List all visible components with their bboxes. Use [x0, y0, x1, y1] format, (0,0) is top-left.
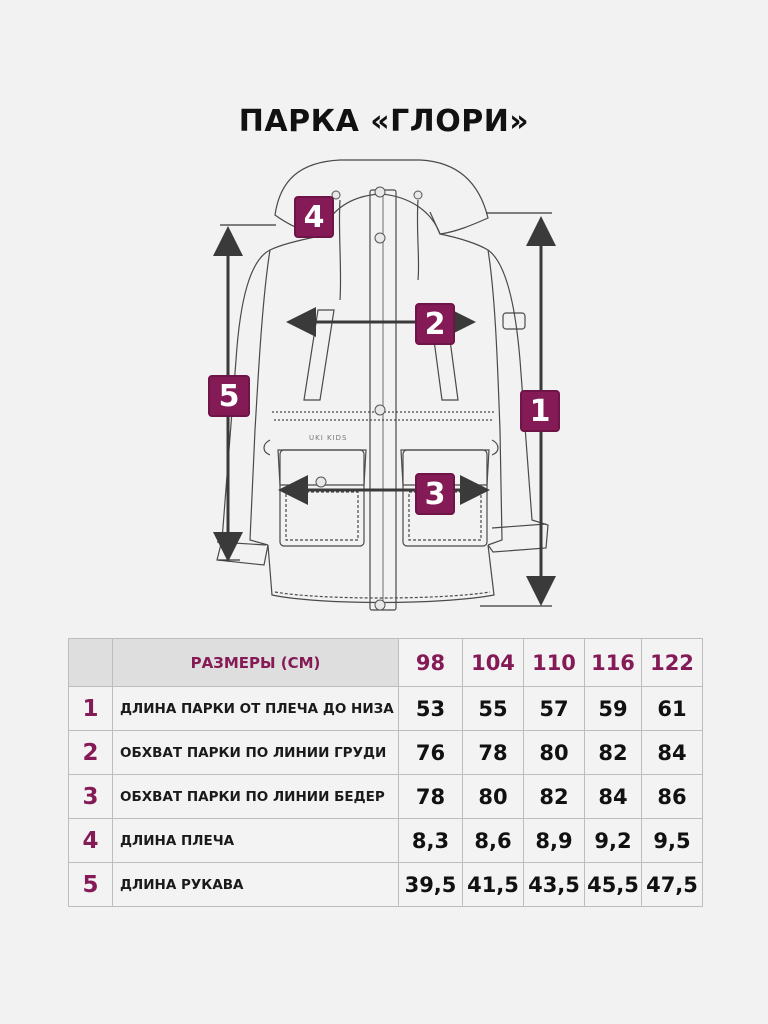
- row-number: 4: [69, 819, 113, 863]
- row-value: 41,5: [463, 863, 524, 907]
- table-row: [69, 775, 703, 819]
- row-value: 84: [585, 775, 642, 819]
- brand-label: UKI KIDS: [309, 434, 348, 442]
- row-value: 45,5: [585, 863, 642, 907]
- table-row: [69, 863, 703, 907]
- row-number: 1: [69, 687, 113, 731]
- row-value: 8,9: [524, 819, 585, 863]
- row-number: 2: [69, 731, 113, 775]
- row-label: ОБХВАТ ПАРКИ ПО ЛИНИИ ГРУДИ: [113, 731, 399, 775]
- row-value: 55: [463, 687, 524, 731]
- row-value: 82: [585, 731, 642, 775]
- row-value: 43,5: [524, 863, 585, 907]
- table-row: [69, 731, 703, 775]
- row-value: 47,5: [642, 863, 703, 907]
- size-table: [68, 638, 703, 907]
- row-number: 5: [69, 863, 113, 907]
- size-header: 98: [399, 639, 463, 687]
- row-value: 78: [399, 775, 463, 819]
- row-value: 9,2: [585, 819, 642, 863]
- table-row: [69, 687, 703, 731]
- row-label: ДЛИНА РУКАВА: [113, 863, 399, 907]
- size-header: 122: [642, 639, 703, 687]
- parka-sketch: [0, 150, 768, 620]
- row-value: 8,6: [463, 819, 524, 863]
- row-number: 3: [69, 775, 113, 819]
- parka-outline: [217, 160, 548, 610]
- sizes-header-label: РАЗМЕРЫ (СМ): [113, 639, 399, 687]
- size-table-header-row: [69, 639, 703, 687]
- row-value: 76: [399, 731, 463, 775]
- row-value: 57: [524, 687, 585, 731]
- row-label: ОБХВАТ ПАРКИ ПО ЛИНИИ БЕДЕР: [113, 775, 399, 819]
- row-value: 53: [399, 687, 463, 731]
- row-value: 61: [642, 687, 703, 731]
- row-value: 8,3: [399, 819, 463, 863]
- row-value: 39,5: [399, 863, 463, 907]
- corner-cell: [69, 639, 113, 687]
- row-value: 80: [524, 731, 585, 775]
- page-title: ПАРКА «ГЛОРИ»: [238, 104, 530, 139]
- row-value: 84: [642, 731, 703, 775]
- row-value: 80: [463, 775, 524, 819]
- size-header: 110: [524, 639, 585, 687]
- badge-4: 4: [294, 196, 334, 238]
- row-value: 82: [524, 775, 585, 819]
- parka-diagram: [0, 150, 768, 620]
- table-row: [69, 819, 703, 863]
- badge-1: 1: [520, 390, 560, 432]
- size-header: 104: [463, 639, 524, 687]
- badge-5: 5: [208, 375, 250, 417]
- size-header: 116: [585, 639, 642, 687]
- row-label: ДЛИНА ПЛЕЧА: [113, 819, 399, 863]
- row-value: 78: [463, 731, 524, 775]
- row-label: ДЛИНА ПАРКИ ОТ ПЛЕЧА ДО НИЗА: [113, 687, 399, 731]
- row-value: 9,5: [642, 819, 703, 863]
- row-value: 86: [642, 775, 703, 819]
- badge-2: 2: [415, 303, 455, 345]
- row-value: 59: [585, 687, 642, 731]
- badge-3: 3: [415, 473, 455, 515]
